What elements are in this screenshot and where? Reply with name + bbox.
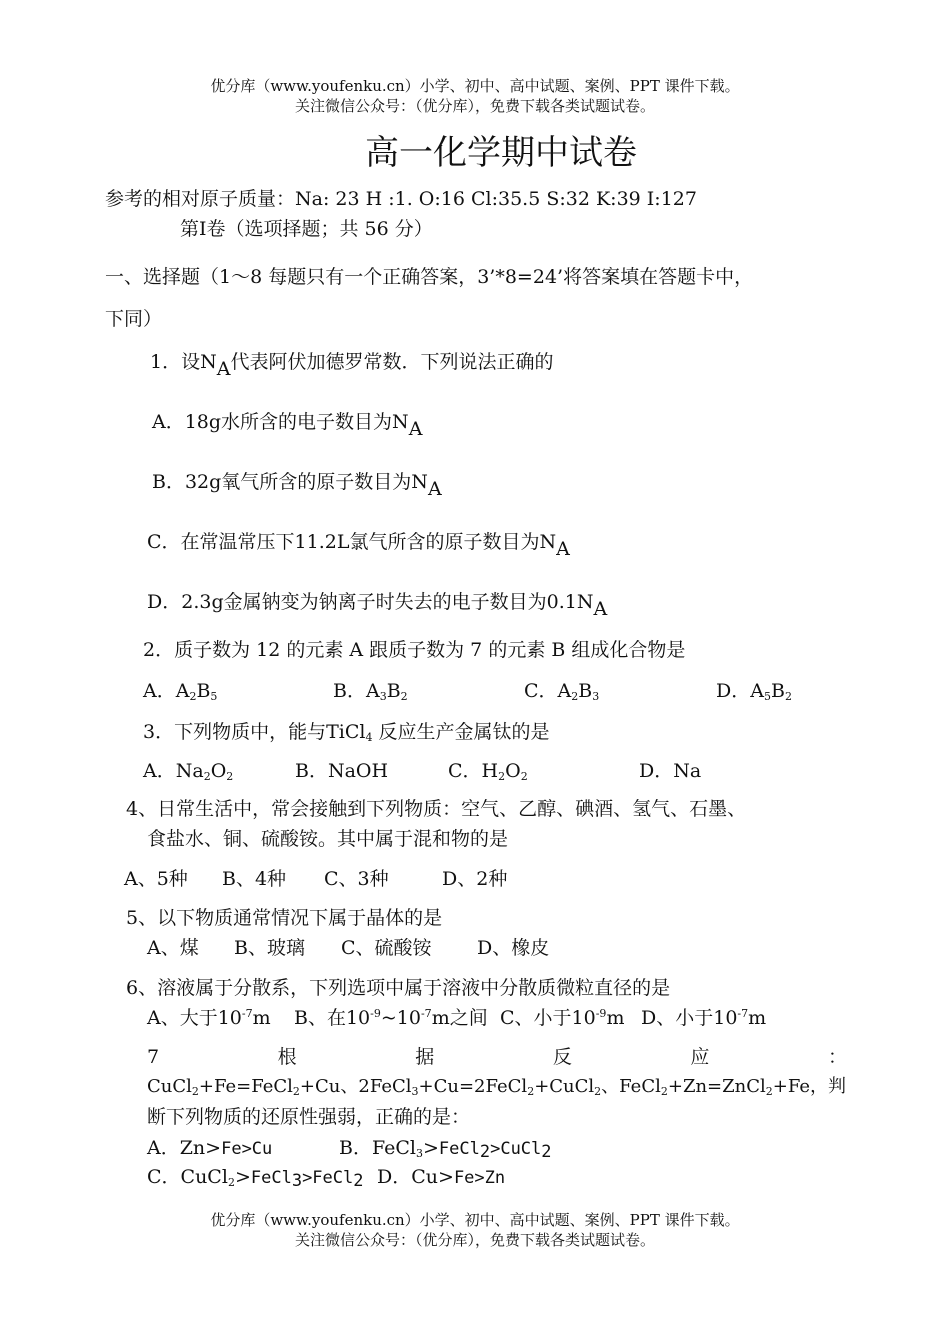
q6-a-exp: -7 (241, 1007, 253, 1020)
q2-b-n1: 3 (379, 690, 387, 703)
q2-option-a (143, 679, 217, 703)
q3-c-pre: C．H (448, 760, 499, 782)
q3-stem-pre: 3．下列物质中，能与TiCl (143, 721, 366, 743)
question-7-equations (147, 1075, 846, 1099)
q7-b-mono1: FeCl (438, 1139, 480, 1159)
q3-c-mid: O (505, 760, 521, 782)
q7-eq2-c: +CuCl (534, 1076, 595, 1097)
q7-w4: 反 (552, 1046, 572, 1068)
q7-w2: 根 (277, 1046, 297, 1068)
q1-option-c (147, 530, 570, 560)
section-heading-line-1: 一、选择题（1～8 每题只有一个正确答案，3’*8=24’将答案填在答题卡中， (105, 266, 754, 288)
q6-b-mid: ~10 (380, 1007, 421, 1029)
q6-c-exp: -9 (595, 1007, 607, 1020)
q3-a-mid: O (210, 760, 227, 782)
q5-option-b: B、玻璃 (234, 937, 305, 959)
q3-c-n2: 2 (520, 770, 528, 783)
q7-option-d (377, 1165, 505, 1190)
q6-a-post: m (252, 1007, 271, 1029)
q1-stem-sub: A (216, 358, 231, 380)
q1-b-text: B．32g氧气所含的原子数目为N (152, 471, 428, 493)
q7-eq1-b: +Fe=FeCl (198, 1076, 293, 1097)
q3-stem-sub: 4 (365, 731, 373, 744)
question-3-stem (143, 720, 550, 744)
q7-c-mono2: >FeCl (302, 1168, 354, 1188)
footer-line-2: 关注微信公众号：（优分库），免费下载各类试题试卷。 (294, 1231, 655, 1249)
q2-d-n1: 5 (763, 690, 771, 703)
q6-option-a (147, 1006, 271, 1030)
q7-eq2-b: +Cu=2FeCl (418, 1076, 528, 1097)
q7-b-pre: B．FeCl (339, 1137, 416, 1159)
q1-d-sub: A (593, 598, 608, 620)
footer-line-1: 优分库（www.youfenku.cn）小学、初中、高中试题、案例、PPT 课件下载。 (210, 1211, 740, 1229)
question-7-line-3: 断下列物质的还原性强弱，正确的是： (147, 1106, 471, 1128)
q6-option-c (500, 1006, 624, 1030)
q7-option-a (147, 1136, 272, 1161)
q6-b-exp1: -9 (370, 1007, 381, 1020)
question-2-stem: 2．质子数为 12 的元素 A 跟质子数为 7 的元素 B 组成化合物是 (143, 639, 686, 661)
q3-a-pre: A．Na (143, 760, 204, 782)
q7-w1: 7 (147, 1046, 160, 1068)
q7-d-pre: D．Cu> (377, 1166, 454, 1188)
q7-c-gt: > (234, 1166, 251, 1188)
q4-option-a: A、5种 (124, 868, 188, 890)
page-title: 高一化学期中试卷 (365, 133, 637, 173)
q7-eq2-s2: 2 (527, 1085, 535, 1098)
q5-option-a: A、煤 (147, 937, 199, 959)
q3-c-n1: 2 (498, 770, 506, 783)
q7-eq3-s2: 2 (765, 1085, 773, 1098)
q7-eq2-s1: 3 (411, 1085, 419, 1098)
q1-d-text: D．2.3g金属钠变为钠离子时失去的电子数目为0.1N (147, 591, 594, 613)
q7-b-gt: > (422, 1137, 439, 1159)
q5-option-d: D、橡皮 (477, 937, 550, 959)
q7-eq3-b: +Zn=ZnCl (667, 1076, 766, 1097)
q7-b-mono2: >CuCl (490, 1139, 542, 1159)
q7-a-pre: A．Zn> (147, 1137, 222, 1159)
q7-a-mono: Fe>Cu (221, 1139, 273, 1159)
q3-option-c (448, 759, 528, 783)
q1-stem-tail: 代表阿伏加德罗常数．下列说法正确的 (230, 351, 554, 373)
q7-eq3-c: +Fe，判 (772, 1076, 847, 1097)
q3-stem-post: 反应生产金属钛的是 (372, 721, 550, 743)
q6-d-post: m (748, 1007, 767, 1029)
q2-option-c (524, 679, 599, 703)
q1-stem-text: 1．设N (150, 351, 217, 373)
q7-option-c (147, 1165, 364, 1190)
q2-c-n2: 3 (592, 690, 600, 703)
q6-b-exp2: -7 (420, 1007, 432, 1020)
q7-b-s2: 2 (479, 1142, 491, 1162)
q7-c-s1: 2 (227, 1176, 235, 1189)
q1-c-sub: A (556, 538, 570, 560)
q6-d-exp: -7 (737, 1007, 749, 1020)
question-6-stem: 6、溶液属于分散系，下列选项中属于溶液中分散质微粒直径的是 (126, 977, 671, 999)
q4-option-d: D、2种 (442, 868, 508, 890)
q2-c-n1: 2 (571, 690, 579, 703)
q2-a-mid: B (196, 680, 211, 702)
q3-option-d: D．Na (639, 760, 702, 782)
q6-option-b (294, 1006, 488, 1030)
section-heading-line-2: 下同） (105, 308, 163, 330)
q2-b-pre: B．A (333, 680, 380, 702)
q2-c-mid: B (578, 680, 593, 702)
q2-d-mid: B (770, 680, 785, 702)
q2-b-n2: 2 (400, 690, 408, 703)
q1-option-d (147, 590, 608, 620)
question-4-line-1: 4、日常生活中，常会接触到下列物质：空气、乙醇、碘酒、氢气、石墨、 (126, 798, 747, 820)
q2-d-n2: 2 (784, 690, 792, 703)
header-line-1: 优分库（www.youfenku.cn）小学、初中、高中试题、案例、PPT 课件下载。 (210, 77, 740, 95)
q4-option-c: C、3种 (324, 868, 389, 890)
q1-a-text: A．18g水所含的电子数目为N (152, 411, 409, 433)
q2-a-pre: A．A (143, 680, 190, 702)
q7-w5: 应 (690, 1046, 710, 1068)
q6-option-d (641, 1006, 766, 1030)
question-7-line-1 (147, 1045, 847, 1069)
q2-c-pre: C．A (524, 680, 572, 702)
q2-option-d (716, 679, 792, 703)
q7-eq1-c: +Cu (299, 1076, 341, 1097)
question-5-stem: 5、以下物质通常情况下属于晶体的是 (126, 907, 443, 929)
q7-d-mono: Fe>Zn (453, 1168, 506, 1188)
q7-eq1-s1: 2 (191, 1085, 199, 1098)
part-title: 第I卷（选项择题；共 56 分） (180, 218, 433, 240)
q1-option-b (152, 470, 442, 500)
header-line-2: 关注微信公众号：（优分库），免费下载各类试题试卷。 (294, 97, 655, 115)
q6-c-pre: C、小于10 (500, 1007, 596, 1029)
q2-option-b (333, 679, 408, 703)
q7-eq3-a: 、FeCl (601, 1076, 661, 1097)
q2-a-n1: 2 (189, 690, 197, 703)
q6-b-post: m之间 (431, 1007, 488, 1029)
question-4-line-2: 食盐水、铜、硫酸铵。其中属于混和物的是 (147, 828, 509, 850)
q7-c-s3: 2 (353, 1171, 364, 1191)
q7-w3: 据 (415, 1046, 435, 1068)
q2-b-mid: B (386, 680, 401, 702)
q7-eq2-a: 、2FeCl (340, 1076, 412, 1097)
q6-b-pre: B、在10 (294, 1007, 371, 1029)
q1-c-text: C．在常温常压下11.2L氯气所含的原子数目为N (147, 531, 557, 553)
q3-option-b: B．NaOH (295, 760, 389, 782)
q2-d-pre: D．A (716, 680, 764, 702)
q7-option-b (339, 1136, 552, 1161)
q7-b-s3: 2 (541, 1142, 552, 1162)
q7-c-pre: C．CuCl (147, 1166, 228, 1188)
q6-a-pre: A、大于10 (147, 1007, 242, 1029)
q7-eq1-s2: 2 (292, 1085, 300, 1098)
q3-option-a (143, 759, 233, 783)
q5-option-c: C、硫酸铵 (341, 937, 432, 959)
atomic-masses: 参考的相对原子质量：Na: 23 H :1. O:16 Cl:35.5 S:32 K:39 I:127 (105, 188, 697, 210)
q7-c-s2: 3 (291, 1171, 303, 1191)
q4-option-b: B、4种 (222, 868, 287, 890)
q3-a-n2: 2 (226, 770, 234, 783)
q3-a-n1: 2 (203, 770, 211, 783)
question-1-stem (150, 350, 554, 380)
q7-b-s1: 3 (415, 1147, 423, 1160)
q1-a-sub: A (408, 418, 423, 440)
q2-a-n2: 5 (210, 690, 218, 703)
q6-c-post: m (606, 1007, 625, 1029)
q6-d-pre: D、小于10 (641, 1007, 738, 1029)
q7-w6: ： (827, 1046, 847, 1068)
q7-eq3-s1: 2 (660, 1085, 668, 1098)
q7-eq2-s3: 2 (594, 1085, 602, 1098)
q7-c-mono1: FeCl (250, 1168, 292, 1188)
q7-eq1-a: CuCl (147, 1076, 192, 1097)
q1-b-sub: A (427, 478, 442, 500)
q1-option-a (152, 410, 423, 440)
